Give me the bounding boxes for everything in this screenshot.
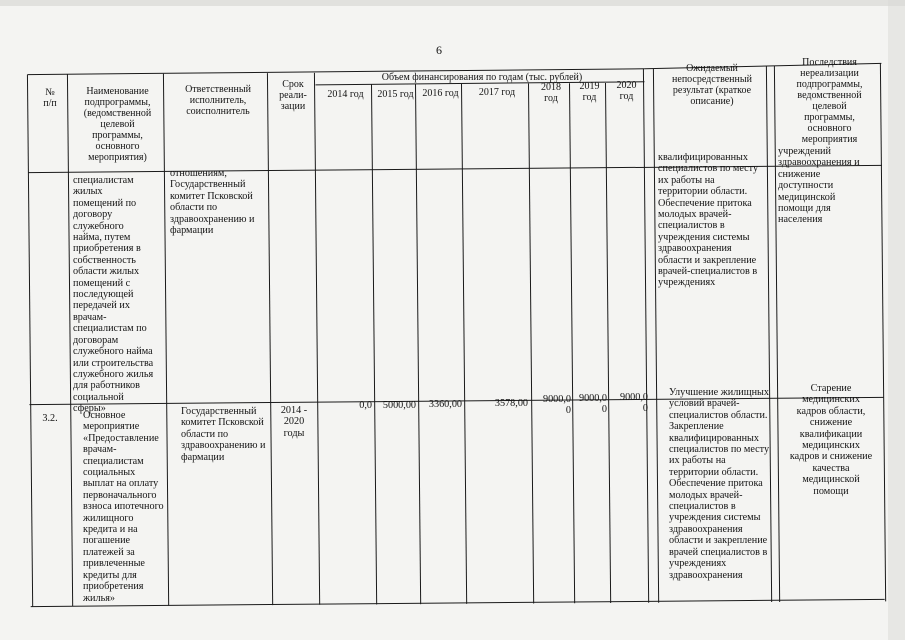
header-num: № п/п <box>43 87 57 109</box>
header-funding-group: Объем финансирования по годам (тыс. рублей) <box>381 72 583 83</box>
row-3-2-value-2015: 5000,00 <box>382 400 416 411</box>
row-3-2-num: 3.2. <box>42 413 58 424</box>
row-3-2-value-2014: 0,0 <box>359 400 372 411</box>
cont-name: специалистам жилых помещений по договору служебного найма, путем приобретения в собственность области жилых помещений с последующей передачей их врачам- специалистам по договорам служебного найма или строительства служебного жилья для работников социальной сферы» <box>73 175 154 415</box>
header-year-2018: 2018 год <box>541 82 561 104</box>
row-3-2-term: 2014 - 2020 годы <box>280 405 308 439</box>
cont-top-consequences: учреждений здравоохранения и снижение доступности медицинской помощи для населения <box>778 146 860 226</box>
header-term: Срок реали- зации <box>279 79 307 112</box>
row-3-2-value-2017: 3578,00 <box>494 398 528 409</box>
header-consequences: Последствия нереализации подпрограммы, ведомственной целевой программы, основного мероприятия <box>796 57 863 145</box>
row-3-2-consequences: Старение медицинских кадров области, снижение квалификации медицинских кадров и снижение качества медицинской помощи <box>789 383 873 497</box>
header-year-2019: 2019 год <box>579 81 600 103</box>
header-year-2020: 2020 год <box>616 80 637 102</box>
row-3-2-value-2018: 9000,0 0 <box>542 394 571 417</box>
header-year-2014: 2014 год <box>327 89 364 100</box>
cont-top-expected: квалифицированных специалистов по месту их работы на территории области. Обеспечение притока молодых врачей- специалистов в учреждения системы здравоохранения области и закрепление врачей-специалистов в учреждениях <box>658 152 759 289</box>
header-name: Наименование подпрограммы, (ведомственной целевой программы, основного мероприятия) <box>83 86 152 163</box>
row-3-2-value-2020: 9000,0 0 <box>619 392 648 415</box>
row-3-2-name: Основное мероприятие «Предоставление врачам- специалистам социальных выплат на оплату первоначального взноса ипотечного жилищного кредита и на погашение платежей за привлеченные кредиты для приобретения жилья» <box>83 410 164 604</box>
cont-executor: отношениям, Государственный комитет Псковской области по здравоохранению и фармации <box>170 168 255 237</box>
row-3-2-executor: Государственный комитет Псковской области по здравоохранению и фармации <box>181 406 266 463</box>
row-3-2-value-2019: 9000,0 0 <box>578 393 607 416</box>
page-number: 6 <box>436 43 442 57</box>
header-year-2016: 2016 год <box>422 88 459 99</box>
header-year-2017: 2017 год <box>478 87 516 98</box>
row-3-2-expected: Улучшение жилищных условий врачей- специалистов области. Закрепление квалифицированных специалистов по месту их работы на территории области. Обеспечение притока молодых врачей- специалистов в учреждения системы здравоохранения области и закрепление врачей специалистов в учреждениях здравоохранения <box>669 387 770 581</box>
header-year-2015: 2015 год <box>377 89 414 100</box>
row-3-2-value-2016: 3360,00 <box>428 399 462 410</box>
header-executor: Ответственный исполнитель, соисполнитель <box>185 84 251 117</box>
header-expected-result: Ожидаемый непосредственный результат (краткое описание) <box>672 63 752 107</box>
